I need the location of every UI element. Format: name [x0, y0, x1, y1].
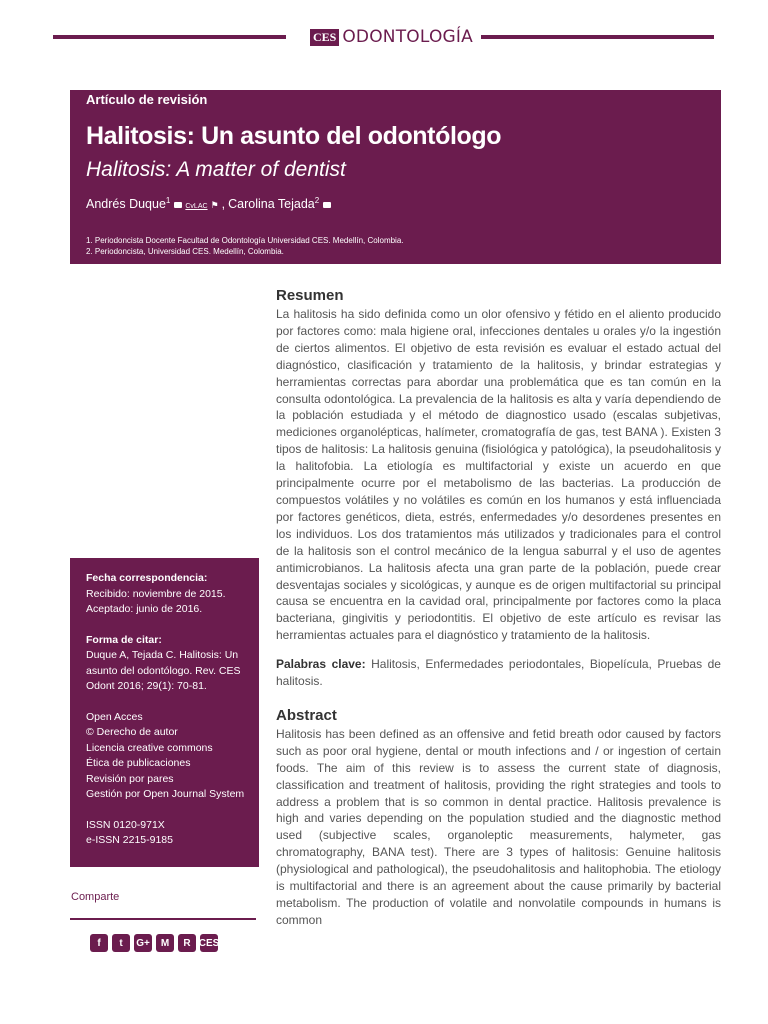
link-license[interactable]: Licencia creative commons — [86, 741, 213, 754]
abstract-text: Halitosis has been defined as an offensive and fetid breath odor caused by factors such as poor oral hygiene, dental or mouth infections and / or ingestion of certain foods. The aim of this review is to assess the current state of diagnosis, classification and treatment of halitosis, providing the right strategies and tools to address a problem that is so common in dental practice. Halitosis prevalence is high and varies depending on the population studied and the diagnostic method used (subjective scales, organoleptic measurements, halymeter, gas chromatography, BANA test). There are 3 types of halitosis: Genuine halitosis (physiological and pathological), the pseudohalitosis and halitophobia. The etiology is multifactorial and there is an agreement about the cause primarily by bacterial metabolism. The production of volatile and nonvolatile compounds in humans is common — [276, 726, 721, 927]
keywords-label: Palabras clave: — [276, 657, 366, 672]
link-copyright[interactable]: © Derecho de autor — [86, 726, 178, 738]
resumen-text: La halitosis ha sido definida como un olor ofensivo y fétido en el aliento producido por factores como: mala higiene oral, infecciones dentales u orales y/o la ingestión de ciertos alimentos. El objetivo de esta revisión es evaluar el estado actual del diagnóstico, clasificación y tratamiento de la halitosis, y brindar estrategias y herramientas correctas para abordar una problemática que es tan común en la consulta odontológica. La prevalencia de la halitosis es alta y varía dependiendo de la población estudiada y el método de diagnostico usado (escalas subjetivas, mediciones organolépticas, halímeter, cromatografía de gas, test BANA ). Existen 3 tipos de halitosis: La halitosis genuina (fisiológica y patológica), la pseudohalitosis y la halitofobia. La etiología es multifactorial y existe un acuerdo en que principalmente ocurre por el metabolismo de las bacterias. La producción de compuestos volátiles y no volátiles es común en los humanos y está influenciada por factores genéticos, dieta, estrés, enfermedades y/o desordenes presentes en los individuos. Los dos tratamientos más utilizados y tradicionales para el control de la halitosis son el control mecánico de la lengua saburral y el uso de agentes antimicrobianos. La halitosis afecta una gran parte de la población, puede crear desventajas sociales y sicológicas, y aunque es de origen multifactorial su principal causa se encuentra en la cavidad oral, principalmente por factores como la placa bacteriana, gingivitis y periodontitis. El objetivo de este artículo es revisar las herramientas actuales para el diagnóstico y tratamiento de la halitosis. — [276, 307, 721, 643]
header-rule-right — [481, 35, 714, 39]
ces-logo: CES — [310, 29, 339, 46]
keywords-text: Halitosis, Enfermedades periodontales, Biopelícula, Pruebas de halitosis. — [276, 657, 721, 689]
researchgate-icon[interactable]: R — [178, 934, 196, 952]
author-1[interactable]: Andrés Duque$^1$ — [86, 196, 171, 212]
resumen-heading: Resumen — [276, 287, 344, 304]
affiliations — [86, 235, 404, 257]
keywords — [276, 656, 721, 690]
title-english: Halitosis: A matter of dentist — [86, 158, 346, 181]
share-label: Comparte — [71, 891, 120, 903]
mail-icon[interactable] — [174, 202, 182, 208]
abstract-heading: Abstract — [276, 706, 337, 724]
article-type: Artículo de revisión — [86, 92, 208, 107]
issn: ISSN 0120-971X — [86, 818, 165, 831]
twitter-icon[interactable]: t — [112, 934, 130, 952]
orcid-icon[interactable]: ⚑ — [210, 200, 219, 211]
share-divider — [70, 918, 256, 920]
authors: Andrés Duque$^1$ CvLAC ⚑ , Carolina Tejada$^2$ — [86, 196, 331, 211]
header-rule-left — [53, 35, 286, 39]
share-icons — [90, 934, 218, 952]
link-ojs[interactable]: Gestión por Open Journal System — [86, 788, 245, 800]
affiliation-1: 1. Periodoncista Docente Facultad de Odontología Universidad CES. Medellín, Colombia. — [86, 236, 404, 245]
citar-label: Forma de citar: — [86, 633, 162, 646]
cvlac-link[interactable]: CvLAC — [185, 203, 208, 211]
facebook-icon[interactable]: f — [90, 934, 108, 952]
link-ethics[interactable]: Ética de publicaciones — [86, 757, 191, 769]
journal-name: ODONTOLOGÍA — [342, 27, 473, 47]
article-header — [70, 90, 721, 264]
link-open-access[interactable]: Open Acces — [86, 710, 143, 723]
google-plus-icon[interactable]: G+ — [134, 934, 152, 952]
mendeley-icon[interactable]: M — [156, 934, 174, 952]
ces-home-icon[interactable]: CES — [200, 934, 218, 952]
link-peer-review[interactable]: Revisión por pares — [86, 772, 174, 785]
fecha-label: Fecha correspondencia: — [86, 572, 208, 584]
mail-icon[interactable] — [323, 202, 331, 208]
eissn: e-ISSN 2215-9185 — [86, 834, 173, 846]
journal-logo[interactable] — [310, 27, 473, 47]
citar-text: Duque A, Tejada C. Halitosis: Un asunto del odontólogo. Rev. CES Odont 2016; 29(1): 70-81. — [86, 649, 241, 692]
main-content — [276, 286, 721, 929]
aceptado: Aceptado: junio de 2016. — [86, 603, 203, 615]
article-info-sidebar — [70, 558, 259, 867]
affiliation-2: 2. Periodoncista, Universidad CES. Medellín, Colombia. — [86, 247, 284, 256]
recibido: Recibido: noviembre de 2015. — [86, 587, 226, 600]
author-2[interactable]: Carolina Tejada$^2$ — [228, 196, 320, 212]
title-spanish: Halitosis: Un asunto del odontólogo — [86, 122, 502, 150]
